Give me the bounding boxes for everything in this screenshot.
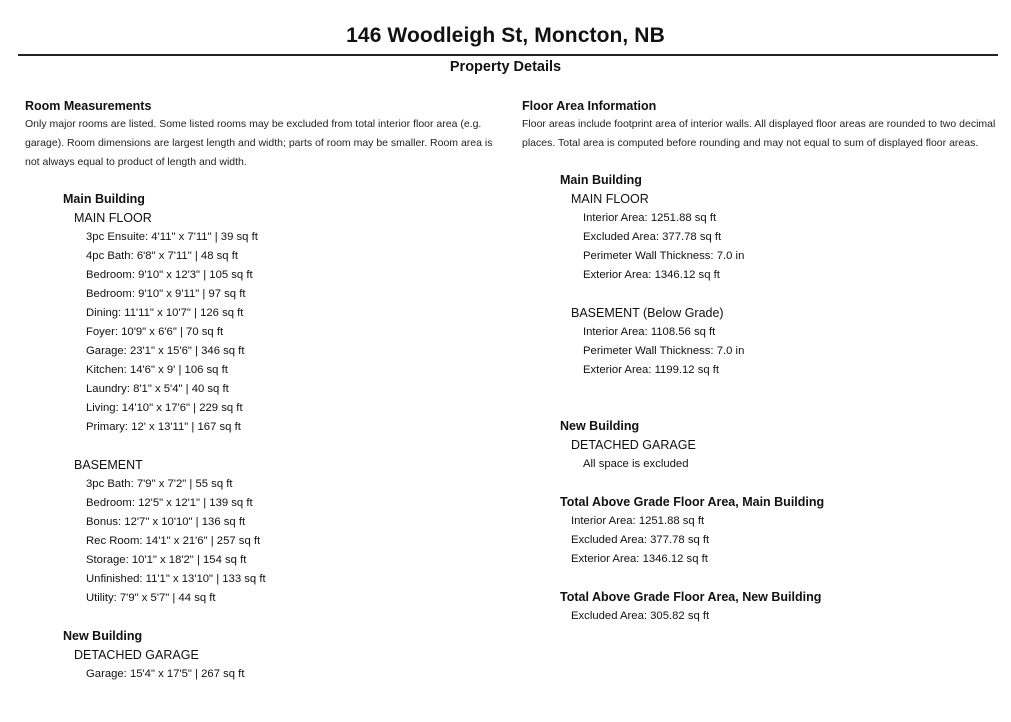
room-item: Unfinished: 11'1" x 13'10" | 133 sq ft: [86, 573, 266, 585]
area-item: Perimeter Wall Thickness: 7.0 in: [583, 345, 745, 357]
room-item: 3pc Ensuite: 4'11" x 7'11" | 39 sq ft: [86, 231, 258, 243]
area-item: Exterior Area: 1346.12 sq ft: [571, 553, 708, 565]
room-item: Bedroom: 9'10" x 12'3" | 105 sq ft: [86, 269, 253, 281]
room-list: [63, 665, 500, 684]
area-list: [560, 209, 1004, 285]
area-item: Excluded Area: 377.78 sq ft: [571, 534, 710, 546]
floor-label: DETACHED GARAGE: [74, 648, 199, 662]
floor-label: DETACHED GARAGE: [571, 438, 696, 452]
area-list: [560, 607, 1004, 626]
area-item: Excluded Area: 305.82 sq ft: [571, 610, 710, 622]
area-item: Interior Area: 1251.88 sq ft: [571, 515, 705, 527]
room-item: 4pc Bath: 6'8" x 7'11" | 48 sq ft: [86, 250, 238, 262]
building-label: New Building: [560, 419, 640, 433]
total-label: Total Above Grade Floor Area, Main Building: [560, 495, 825, 509]
room-item: Bedroom: 12'5" x 12'1" | 139 sq ft: [86, 497, 253, 509]
room-item: Laundry: 8'1" x 5'4" | 40 sq ft: [86, 383, 229, 395]
room-measurements-section: [25, 97, 500, 684]
rooms-main-building: [63, 190, 500, 684]
room-item: Foyer: 10'9" x 6'6" | 70 sq ft: [86, 326, 224, 338]
area-list: [560, 455, 1004, 474]
page-subtitle: Property Details: [449, 59, 562, 75]
title-divider: [18, 54, 998, 56]
floor-area-note: Floor areas include footprint area of interior walls. All displayed floor areas are rounded to two decimal places. Total area is computed before rounding and may not equal to sum of displayed floor areas.: [522, 118, 996, 149]
room-item: Storage: 10'1" x 18'2" | 154 sq ft: [86, 554, 247, 566]
floor-area-heading: Floor Area Information: [522, 99, 657, 113]
room-item: 3pc Bath: 7'9" x 7'2" | 55 sq ft: [86, 478, 233, 490]
area-item: All space is excluded: [583, 458, 689, 470]
total-label: Total Above Grade Floor Area, New Building: [560, 590, 822, 604]
room-item: Garage: 15'4" x 17'5" | 267 sq ft: [86, 668, 245, 680]
room-item: Rec Room: 14'1" x 21'6" | 257 sq ft: [86, 535, 261, 547]
area-item: Exterior Area: 1199.12 sq ft: [583, 364, 720, 376]
room-item: Dining: 11'11" x 10'7" | 126 sq ft: [86, 307, 244, 319]
room-item: Living: 14'10" x 17'6" | 229 sq ft: [86, 402, 243, 414]
room-item: Garage: 23'1" x 15'6" | 346 sq ft: [86, 345, 245, 357]
building-label: New Building: [63, 629, 143, 643]
floor-label: BASEMENT: [74, 458, 143, 472]
floor-label: MAIN FLOOR: [571, 192, 649, 206]
area-item: Excluded Area: 377.78 sq ft: [583, 231, 722, 243]
area-item: Interior Area: 1251.88 sq ft: [583, 212, 717, 224]
area-list: [560, 512, 1004, 569]
room-item: Bonus: 12'7" x 10'10" | 136 sq ft: [86, 516, 246, 528]
room-item: Utility: 7'9" x 5'7" | 44 sq ft: [86, 592, 216, 604]
room-item: Bedroom: 9'10" x 9'11" | 97 sq ft: [86, 288, 246, 300]
room-measurements-note: Only major rooms are listed. Some listed rooms may be excluded from total interior floor area (e.g. garage). Room dimensions are largest length and width; parts of room may be smaller. Room area is not always equal to product of length and width.: [25, 118, 493, 168]
room-item: Primary: 12' x 13'11" | 167 sq ft: [86, 421, 241, 433]
room-list: [63, 228, 500, 437]
floor-label: BASEMENT (Below Grade): [571, 306, 724, 320]
page-title: 146 Woodleigh St, Moncton, NB: [346, 24, 665, 47]
area-item: Perimeter Wall Thickness: 7.0 in: [583, 250, 745, 262]
room-item: Kitchen: 14'6" x 9' | 106 sq ft: [86, 364, 228, 376]
room-measurements-heading: Room Measurements: [25, 99, 152, 113]
floor-label: MAIN FLOOR: [74, 211, 152, 225]
area-main-building: [560, 171, 1004, 626]
area-item: Exterior Area: 1346.12 sq ft: [583, 269, 720, 281]
room-list: [63, 475, 500, 608]
area-item: Interior Area: 1108.56 sq ft: [583, 326, 716, 338]
building-label: Main Building: [560, 173, 642, 187]
area-list: [560, 323, 1004, 380]
floor-area-section: [522, 97, 1004, 626]
building-label: Main Building: [63, 192, 145, 206]
